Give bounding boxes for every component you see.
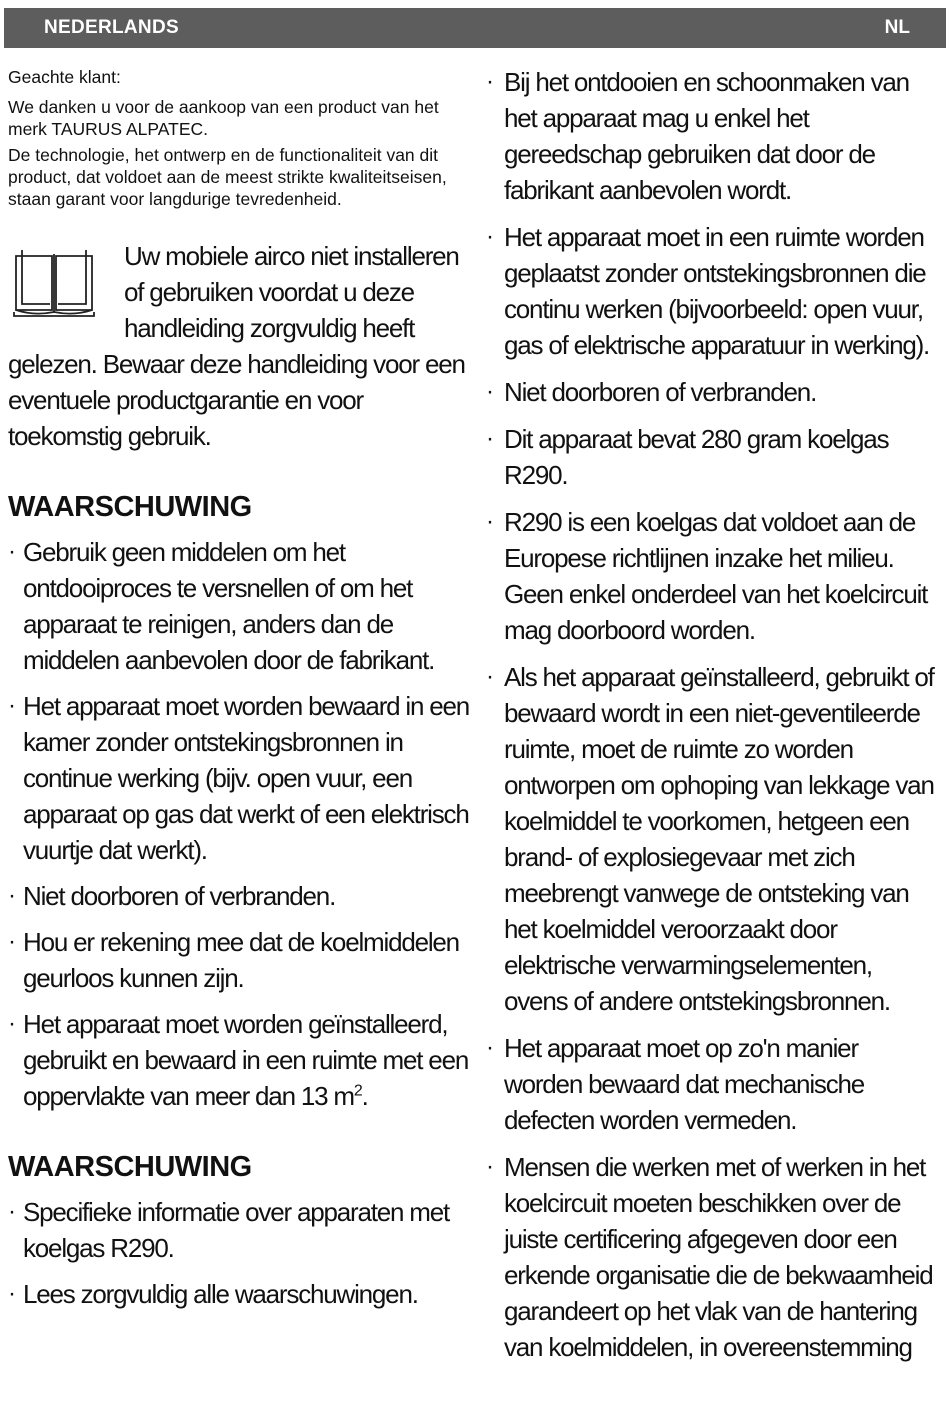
- warning-list-1: [8, 534, 470, 1114]
- right-column: [486, 64, 938, 1376]
- list-item: · Hou er rekening mee dat de koelmiddelen geurloos kunnen zijn.: [8, 924, 470, 996]
- language-label: NEDERLANDS: [44, 17, 179, 38]
- warning-title-1: WAARSCHUWING: [8, 491, 252, 523]
- manual-notice-text: Uw mobiele airco niet installeren of gebruiken voordat u deze handleiding zorgvuldig heeft gelezen. Bewaar deze handleiding voor een eventuele productgarantie en voor toekomstig gebruik.: [8, 241, 465, 451]
- list-item: [8, 1006, 470, 1114]
- right-list: [486, 64, 938, 1365]
- list-item-period: .: [361, 1081, 368, 1111]
- list-item: · Specifieke informatie over apparaten met koelgas R290.: [8, 1194, 470, 1266]
- list-item: · Dit apparaat bevat 280 gram koelgas R290.: [486, 421, 938, 493]
- list-item: · Het apparaat moet in een ruimte worden geplaatst zonder ontstekingsbronnen die continu werken (bijvoorbeeld: open vuur, gas of elektrische apparatuur in werking).: [486, 219, 938, 363]
- greeting-text: Geachte klant:: [8, 67, 121, 87]
- list-item: · R290 is een koelgas dat voldoet aan de Europese richtlijnen inzake het milieu. Geen enkel onderdeel van het koelcircuit mag doorboord worden.: [486, 504, 938, 648]
- list-item: · Niet doorboren of verbranden.: [486, 374, 938, 410]
- list-item: · Gebruik geen middelen om het ontdooiproces te versnellen of om het apparaat te reinigen, anders dan de middelen aanbevolen door de fabrikant.: [8, 534, 470, 678]
- left-column: [8, 66, 470, 1322]
- list-item: · Niet doorboren of verbranden.: [8, 878, 470, 914]
- warning-title-2: WAARSCHUWING: [8, 1151, 252, 1183]
- warning-list-2: [8, 1194, 470, 1312]
- manual-notice: [8, 238, 470, 454]
- list-item: · Mensen die werken met of werken in het koelcircuit moeten beschikken over de juiste certificering afgegeven door een erkende organisatie die de bekwaamheid garandeert op het vlak van de hantering van koelmiddelen, in overeenstemming: [486, 1149, 938, 1365]
- list-item: · Lees zorgvuldig alle waarschuwingen.: [8, 1276, 470, 1312]
- intro-section: [8, 66, 470, 210]
- open-book-icon: [12, 246, 96, 318]
- language-code: NL: [884, 17, 910, 38]
- technology-text: De technologie, het ontwerp en de functionaliteit van dit product, dat voldoet aan de meest strikte kwaliteitseisen, staan garant voor langdurige tevredenheid.: [8, 145, 447, 209]
- list-item-text: Het apparaat moet worden geïnstalleerd, gebruikt en bewaard in een ruimte met een oppervlakte van meer dan 13 m: [23, 1009, 469, 1111]
- list-item: · Als het apparaat geïnstalleerd, gebruikt of bewaard wordt in een niet-geventileerde ruimte, moet de ruimte zo worden ontworpen om ophoping van lekkage van koelmiddel te voorkomen, hetgeen een brand- of explosiegevaar met zich meebrengt vanwege de ontsteking van het koelmiddel veroorzaakt door elektrische verwarmingselementen, ovens of andere ontstekingsbronnen.: [486, 659, 938, 1019]
- list-item: · Bij het ontdooien en schoonmaken van het apparaat mag u enkel het gereedschap gebruiken dat door de fabrikant aanbevolen wordt.: [486, 64, 938, 208]
- list-item: · Het apparaat moet worden bewaard in een kamer zonder ontstekingsbronnen in continue werking (bijv. open vuur, een apparaat op gas dat werkt of een elektrisch vuurtje dat werkt).: [8, 688, 470, 868]
- list-item: · Het apparaat moet op zo'n manier worden bewaard dat mechanische defecten worden vermeden.: [486, 1030, 938, 1138]
- thanks-text: We danken u voor de aankoop van een product van het merk TAURUS ALPATEC.: [8, 97, 439, 139]
- superscript: 2: [353, 1082, 362, 1100]
- page-header: [4, 8, 946, 48]
